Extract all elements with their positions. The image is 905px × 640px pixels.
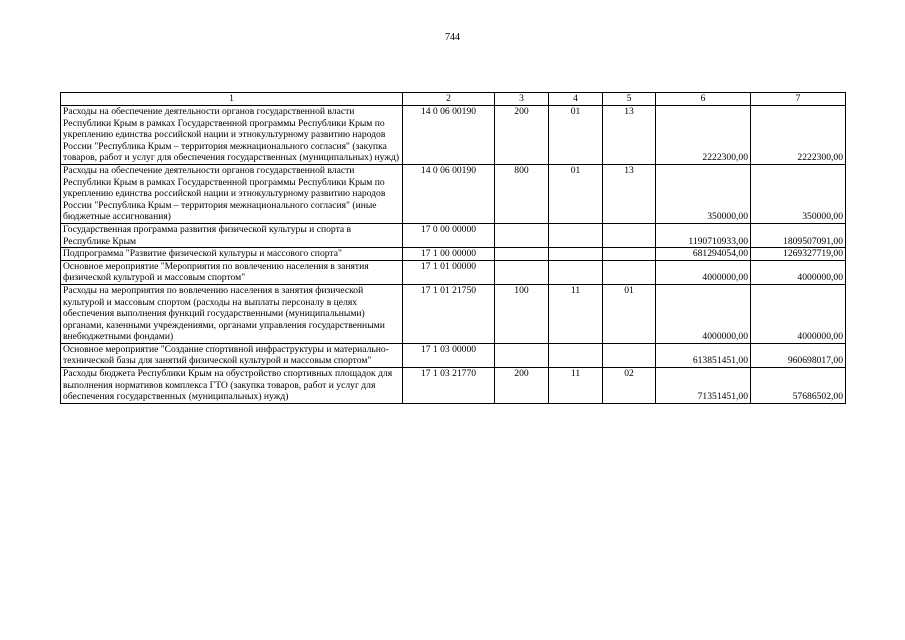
row-code: 17 1 00 00000 xyxy=(403,248,495,261)
row-col5: 01 xyxy=(603,284,656,343)
column-header: 7 xyxy=(751,93,846,106)
row-description: Основное мероприятие "Создание спортивной инфраструктуры и материально-технической базы для занятий физической культурой и массовым спортом" xyxy=(61,343,403,367)
column-header: 2 xyxy=(403,93,495,106)
row-col3: 200 xyxy=(495,106,549,165)
column-header: 1 xyxy=(61,93,403,106)
row-col5 xyxy=(603,223,656,247)
row-code: 17 1 01 21750 xyxy=(403,284,495,343)
row-value-6: 71351451,00 xyxy=(656,368,751,404)
row-description: Расходы на обеспечение деятельности органов государственной власти Республики Крым в рамках Государственной программы Республики Крым по укреплению единства российской нации и этнокультурному развитию народов России "Республика Крым – территория межнационального согласия" (закупка товаров, работ и услуг для обеспечения государственных (муниципальных) нужд) xyxy=(61,106,403,165)
row-code: 14 0 06 00190 xyxy=(403,106,495,165)
row-col5: 13 xyxy=(603,106,656,165)
row-col4: 01 xyxy=(549,106,603,165)
row-col3 xyxy=(495,343,549,367)
row-col3 xyxy=(495,248,549,261)
table-header-row xyxy=(61,93,846,106)
row-code: 17 1 03 00000 xyxy=(403,343,495,367)
row-col4: 11 xyxy=(549,284,603,343)
row-col4: 01 xyxy=(549,164,603,223)
row-col3: 800 xyxy=(495,164,549,223)
column-header: 3 xyxy=(495,93,549,106)
row-value-7: 4000000,00 xyxy=(751,260,846,284)
row-col3: 100 xyxy=(495,284,549,343)
row-value-6: 613851451,00 xyxy=(656,343,751,367)
row-description: Расходы бюджета Республики Крым на обустройство спортивных площадок для выполнения нормативов комплекса ГТО (закупка товаров, работ и услуг для обеспечения государственных (муниципальных) нужд) xyxy=(61,368,403,404)
row-description: Подпрограмма "Развитие физической культуры и массового спорта" xyxy=(61,248,403,261)
row-value-6: 2222300,00 xyxy=(656,106,751,165)
table-row xyxy=(61,164,846,223)
row-description: Государственная программа развития физической культуры и спорта в Республике Крым xyxy=(61,223,403,247)
table-row xyxy=(61,248,846,261)
column-header: 4 xyxy=(549,93,603,106)
row-col5 xyxy=(603,260,656,284)
row-col5 xyxy=(603,248,656,261)
row-col4 xyxy=(549,223,603,247)
row-col3 xyxy=(495,260,549,284)
row-col3: 200 xyxy=(495,368,549,404)
row-description: Основное мероприятие "Мероприятия по вовлечению населения в занятия физической культурой и массовым спортом" xyxy=(61,260,403,284)
table-row xyxy=(61,368,846,404)
table-row xyxy=(61,223,846,247)
table-row xyxy=(61,260,846,284)
row-col5: 13 xyxy=(603,164,656,223)
row-value-7: 350000,00 xyxy=(751,164,846,223)
row-value-7: 57686502,00 xyxy=(751,368,846,404)
row-col4 xyxy=(549,260,603,284)
row-col3 xyxy=(495,223,549,247)
row-code: 17 0 00 00000 xyxy=(403,223,495,247)
row-col4 xyxy=(549,343,603,367)
row-value-7: 1269327719,00 xyxy=(751,248,846,261)
budget-table xyxy=(60,92,846,404)
row-col4: 11 xyxy=(549,368,603,404)
row-value-6: 1190710933,00 xyxy=(656,223,751,247)
table-row xyxy=(61,106,846,165)
row-description: Расходы на мероприятия по вовлечению населения в занятия физической культурой и массовым спортом (расходы на выплаты персоналу в целях обеспечения выполнения функций государственными (муниципальными) органами, казенными учреждениями, органами управления государственными внебюджетными фондами) xyxy=(61,284,403,343)
row-code: 17 1 03 21770 xyxy=(403,368,495,404)
row-description: Расходы на обеспечение деятельности органов государственной власти Республики Крым в рамках Государственной программы Республики Крым по укреплению единства российской нации и этнокультурному развитию народов России "Республика Крым – территория межнационального согласия" (иные бюджетные ассигнования) xyxy=(61,164,403,223)
column-header: 5 xyxy=(603,93,656,106)
row-col5 xyxy=(603,343,656,367)
row-value-6: 4000000,00 xyxy=(656,260,751,284)
row-value-7: 960698017,00 xyxy=(751,343,846,367)
row-code: 17 1 01 00000 xyxy=(403,260,495,284)
column-header: 6 xyxy=(656,93,751,106)
row-value-6: 4000000,00 xyxy=(656,284,751,343)
row-value-7: 4000000,00 xyxy=(751,284,846,343)
row-col4 xyxy=(549,248,603,261)
row-value-7: 1809507091,00 xyxy=(751,223,846,247)
table-row xyxy=(61,284,846,343)
row-col5: 02 xyxy=(603,368,656,404)
page-number: 744 xyxy=(445,32,460,43)
row-code: 14 0 06 00190 xyxy=(403,164,495,223)
table-row xyxy=(61,343,846,367)
row-value-6: 681294054,00 xyxy=(656,248,751,261)
row-value-6: 350000,00 xyxy=(656,164,751,223)
row-value-7: 2222300,00 xyxy=(751,106,846,165)
